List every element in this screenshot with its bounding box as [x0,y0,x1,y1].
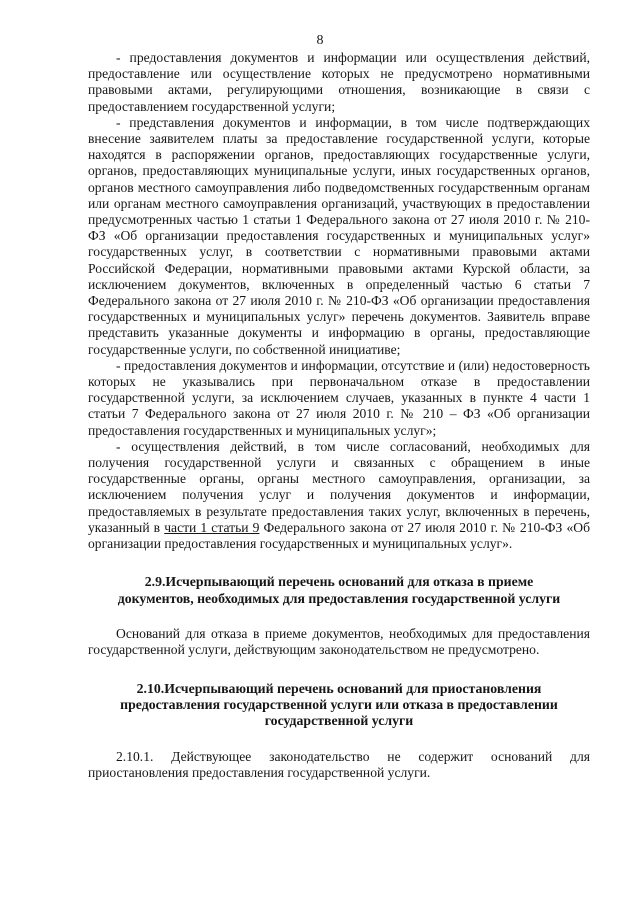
paragraph-requirement-4 [88,439,590,552]
paragraph-requirement-3: - предоставления документов и информации, отсутствие и (или) недостоверность которых не указывались при первоначальном отказе в предоставлении государственной услуги, за исключением случаев, указанных в пункте 4 части 1 статьи 7 Федерального закона от 27 июля 2010 г. № 210 – ФЗ «Об организации предоставления государственных и муниципальных услуг»; [88,357,590,438]
section-2-9-heading [88,574,590,607]
section-2-9-body: Оснований для отказа в приеме документов, необходимых для предоставления государственной услуги, действующим законодательством не предусмотрено. [88,626,590,658]
section-2-10-heading-line2: предоставления государственной услуги или отказа в предоставлении [120,696,558,712]
section-2-10-heading-line3: государственной услуги [264,713,414,729]
section-2-9-heading-line2: документов, необходимых для предоставления государственной услуги [117,590,561,606]
section-2-9-heading-line1: 2.9.Исчерпывающий перечень оснований для отказа в приеме [144,574,534,590]
paragraph-4-text-after: Федерального закона от 27 июля 2010 г. № 210-ФЗ «Об организации предоставления государственных и муниципальных услуг». [88,519,590,552]
document-body [88,50,590,781]
section-2-10-heading [88,681,590,730]
law-reference-link[interactable]: части 1 статьи 9 [164,519,260,535]
paragraph-requirement-1: - предоставления документов и информации или осуществления действий, предоставление или осуществление которых не предусмотрено нормативными правовыми актами, регулирующими отношения, возникающие в связи с предоставлением государственной услуги; [88,50,590,114]
paragraph-requirement-2: - представления документов и информации, в том числе подтверждающих внесение заявителем платы за предоставление государственной услуги, которые находятся в распоряжении органов, предоставляющих государственные услуги, органов, предоставляющих муниципальные услуги, иных государственных органов, органов местного самоуправления либо подведомственных государственным органам или органам местного самоуправления организаций, участвующих в предоставлении предусмотренных частью 1 статьи 1 Федерального закона от 27 июля 2010 г. № 210-ФЗ «Об организации предоставления государственных и муниципальных услуг» государственных услуг, в соответствии с нормативными правовыми актами Российской Федерации, нормативными правовыми актами Курской области, за исключением документов, включенных в определенный частью 6 статьи 7 Федерального закона от 27 июля 2010 г. № 210-ФЗ «Об организации предоставления государственных и муниципальных услуг» перечень документов. Заявитель вправе представить указанные документы и информацию в органы, предоставляющие государственные услуги, по собственной инициативе; [88,114,590,357]
page-number: 8 [316,33,324,48]
section-2-10-heading-line1: 2.10.Исчерпывающий перечень оснований для приостановления [136,680,542,696]
paragraph-4-text-before: - осуществления действий, в том числе согласований, необходимых для получения государственной услуги и связанных с обращением в иные государственные органы, органы местного самоуправления, организации, за исключением получения услуг и получения документов и информации, предоставляемых в результате предоставления таких услуг, включенных в перечень, указанный в [88,438,590,535]
section-2-10-body: 2.10.1. Действующее законодательство не содержит оснований для приостановления предоставления государственной услуги. [88,748,590,780]
